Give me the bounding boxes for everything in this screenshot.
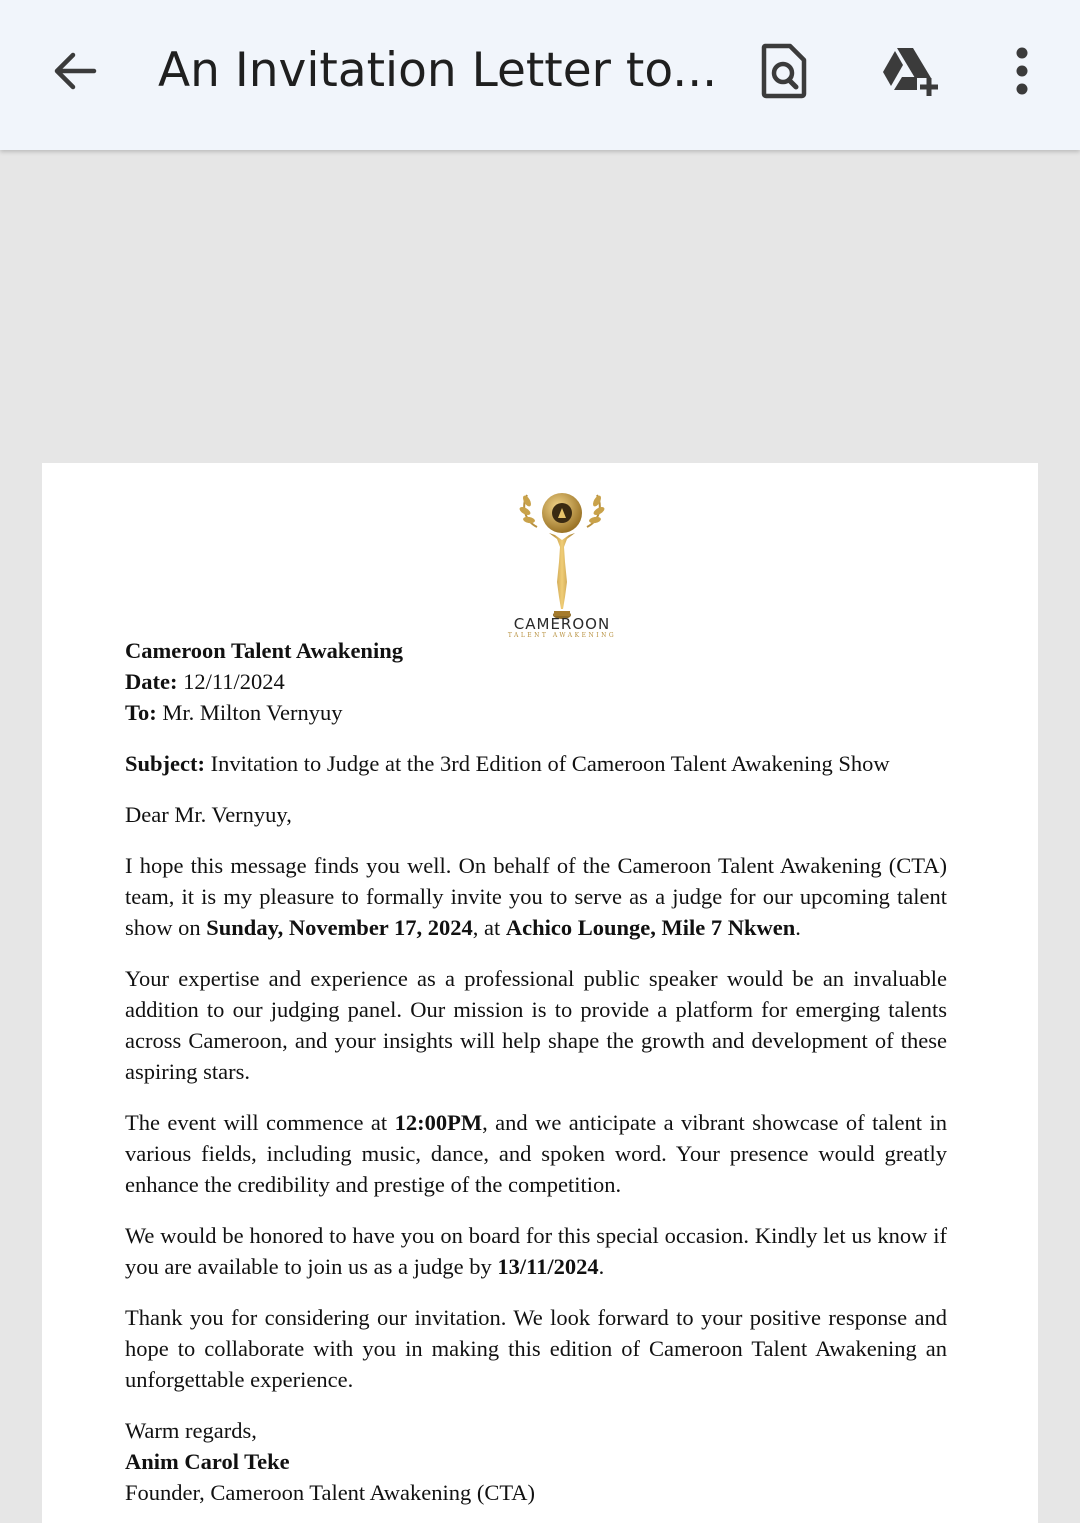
date-line: Date: 12/11/2024 [125,669,285,694]
document-title: An Invitation Letter to... [158,43,718,98]
paragraph-1: I hope this message finds you well. On behalf of the Cameroon Talent Awakening (CTA) team, it is my pleasure to formally invite you to serve as a judge for our upcoming talent show on Sunday, November 17, 2024, at Achico Lounge, Mile 7 Nkwen. [125,853,947,940]
preview-button[interactable] [748,35,820,107]
more-vertical-icon [1014,47,1030,95]
add-to-drive-button[interactable] [874,35,946,107]
add-to-drive-icon [879,44,941,98]
paragraph-4: We would be honored to have you on board for this special occasion. Kindly let us know if you are available to join us as a judge by 13/11/2024. [125,1223,947,1279]
app-bar [0,0,1080,150]
organization-name: Cameroon Talent Awakening [125,638,403,663]
arrow-left-icon [51,51,97,91]
recipient-line: To: Mr. Milton Vernyuy [125,700,343,725]
signer-title: Founder, Cameroon Talent Awakening (CTA) [125,1480,536,1505]
signature-block [125,1415,947,1508]
paragraph-5: Thank you for considering our invitation. We look forward to your positive response and hope to collaborate with you in making this edition of Cameroon Talent Awakening an unforgettable experience. [125,1305,947,1392]
signer-name: Anim Carol Teke [125,1449,290,1474]
salutation: Dear Mr. Vernyuy, [125,802,292,827]
document-page [42,463,1038,1523]
paragraph-3: The event will commence at 12:00PM, and we anticipate a vibrant showcase of talent in various fields, including music, dance, and spoken word. Your presence would greatly enhance the credibility and prestige of the competition. [125,1110,947,1197]
paragraph-2: Your expertise and experience as a professional public speaker would be an invaluable addition to our judging panel. Our mission is to provide a platform for emerging talents across Cameroon, and your insights will help shape the growth and development of these aspiring stars. [125,966,947,1084]
more-options-button[interactable] [986,35,1058,107]
logo-name: CAMEROON [513,615,611,633]
closing: Warm regards, [125,1418,257,1443]
letter-body [125,635,947,1508]
subject-line: Subject: Invitation to Judge at the 3rd Edition of Cameroon Talent Awakening Show [125,751,890,776]
document-search-icon [760,42,808,100]
back-button[interactable] [38,35,110,107]
logo-tagline: TALENT AWAKENING [507,632,617,637]
cta-logo [497,487,627,637]
